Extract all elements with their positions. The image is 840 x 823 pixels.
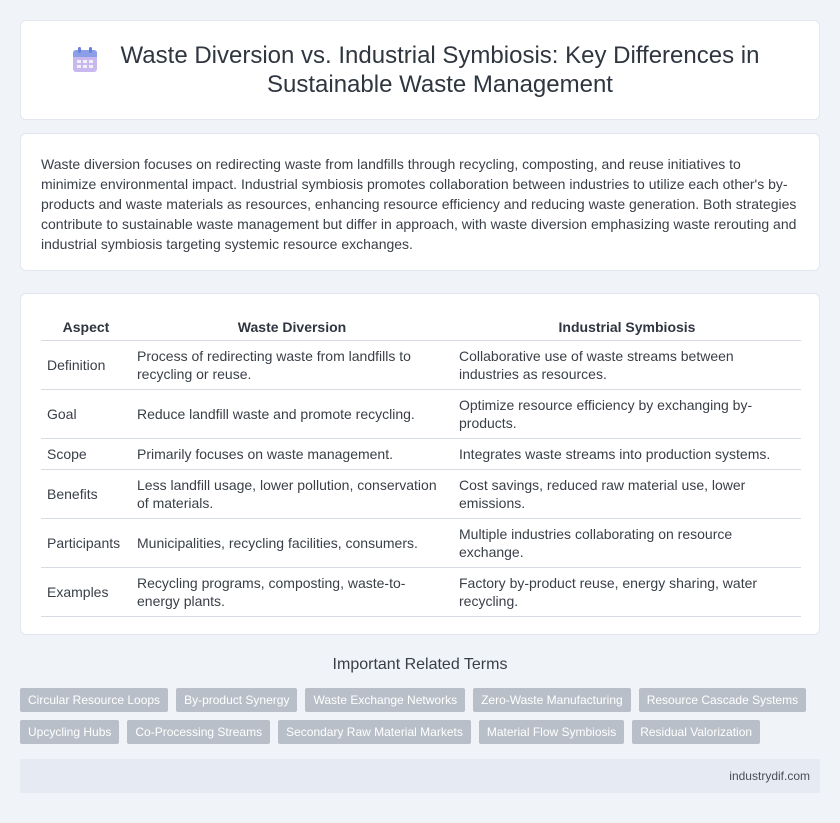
table-row <box>41 518 801 567</box>
table-row <box>41 567 801 616</box>
footer-site-link[interactable]: industrydif.com <box>729 769 810 783</box>
term-tag[interactable]: Upcycling Hubs <box>20 720 119 744</box>
table-row <box>41 389 801 438</box>
row-waste-diversion: Less landfill usage, lower pollution, conservation of materials. <box>131 469 453 518</box>
row-industrial-symbiosis: Collaborative use of waste streams between industries as resources. <box>453 340 801 389</box>
row-aspect: Examples <box>41 567 131 616</box>
row-aspect: Goal <box>41 389 131 438</box>
row-aspect: Participants <box>41 518 131 567</box>
row-aspect: Definition <box>41 340 131 389</box>
term-tag[interactable]: Waste Exchange Networks <box>305 688 465 712</box>
term-tag[interactable]: Secondary Raw Material Markets <box>278 720 471 744</box>
term-tag[interactable]: Co-Processing Streams <box>127 720 270 744</box>
row-industrial-symbiosis: Cost savings, reduced raw material use, lower emissions. <box>453 469 801 518</box>
footer <box>20 759 820 793</box>
header-waste-diversion: Waste Diversion <box>131 314 453 340</box>
related-terms-heading: Important Related Terms <box>332 656 508 673</box>
intro-card <box>20 133 820 271</box>
title-card <box>20 20 820 120</box>
row-waste-diversion: Recycling programs, composting, waste-to-energy plants. <box>131 567 453 616</box>
term-tag[interactable]: Circular Resource Loops <box>20 688 168 712</box>
row-waste-diversion: Reduce landfill waste and promote recycling. <box>131 389 453 438</box>
comparison-table <box>41 314 801 617</box>
header-industrial-symbiosis: Industrial Symbiosis <box>453 314 801 340</box>
related-terms-list <box>20 688 820 744</box>
table-header-row <box>41 314 801 340</box>
table-row <box>41 469 801 518</box>
title-wrap <box>70 41 770 99</box>
row-industrial-symbiosis: Multiple industries collaborating on resource exchange. <box>453 518 801 567</box>
term-tag[interactable]: Zero-Waste Manufacturing <box>473 688 631 712</box>
calendar-icon <box>70 45 100 75</box>
row-industrial-symbiosis: Integrates waste streams into production systems. <box>453 438 801 469</box>
comparison-card <box>20 293 820 635</box>
term-tag[interactable]: Residual Valorization <box>632 720 760 744</box>
row-industrial-symbiosis: Factory by-product reuse, energy sharing, water recycling. <box>453 567 801 616</box>
row-waste-diversion: Process of redirecting waste from landfills to recycling or reuse. <box>131 340 453 389</box>
row-aspect: Benefits <box>41 469 131 518</box>
header-aspect: Aspect <box>41 314 131 340</box>
row-industrial-symbiosis: Optimize resource efficiency by exchanging by-products. <box>453 389 801 438</box>
intro-paragraph: Waste diversion focuses on redirecting waste from landfills through recycling, composting, and reuse initiatives to minimize environmental impact. Industrial symbiosis promotes collaboration between industries to utilize each other's by-products and waste materials as resources, enhancing resource efficiency and reducing waste generation. Both strategies contribute to sustainable waste management but differ in approach, with waste diversion emphasizing waste rerouting and industrial symbiosis targeting systemic resource exchanges. <box>41 156 797 252</box>
table-row <box>41 340 801 389</box>
row-waste-diversion: Primarily focuses on waste management. <box>131 438 453 469</box>
term-tag[interactable]: Material Flow Symbiosis <box>479 720 624 744</box>
term-tag[interactable]: By-product Synergy <box>176 688 297 712</box>
term-tag[interactable]: Resource Cascade Systems <box>639 688 806 712</box>
row-aspect: Scope <box>41 438 131 469</box>
row-waste-diversion: Municipalities, recycling facilities, consumers. <box>131 518 453 567</box>
table-row <box>41 438 801 469</box>
page-title: Waste Diversion vs. Industrial Symbiosis: Key Differences in Sustainable Waste Management <box>120 42 760 98</box>
